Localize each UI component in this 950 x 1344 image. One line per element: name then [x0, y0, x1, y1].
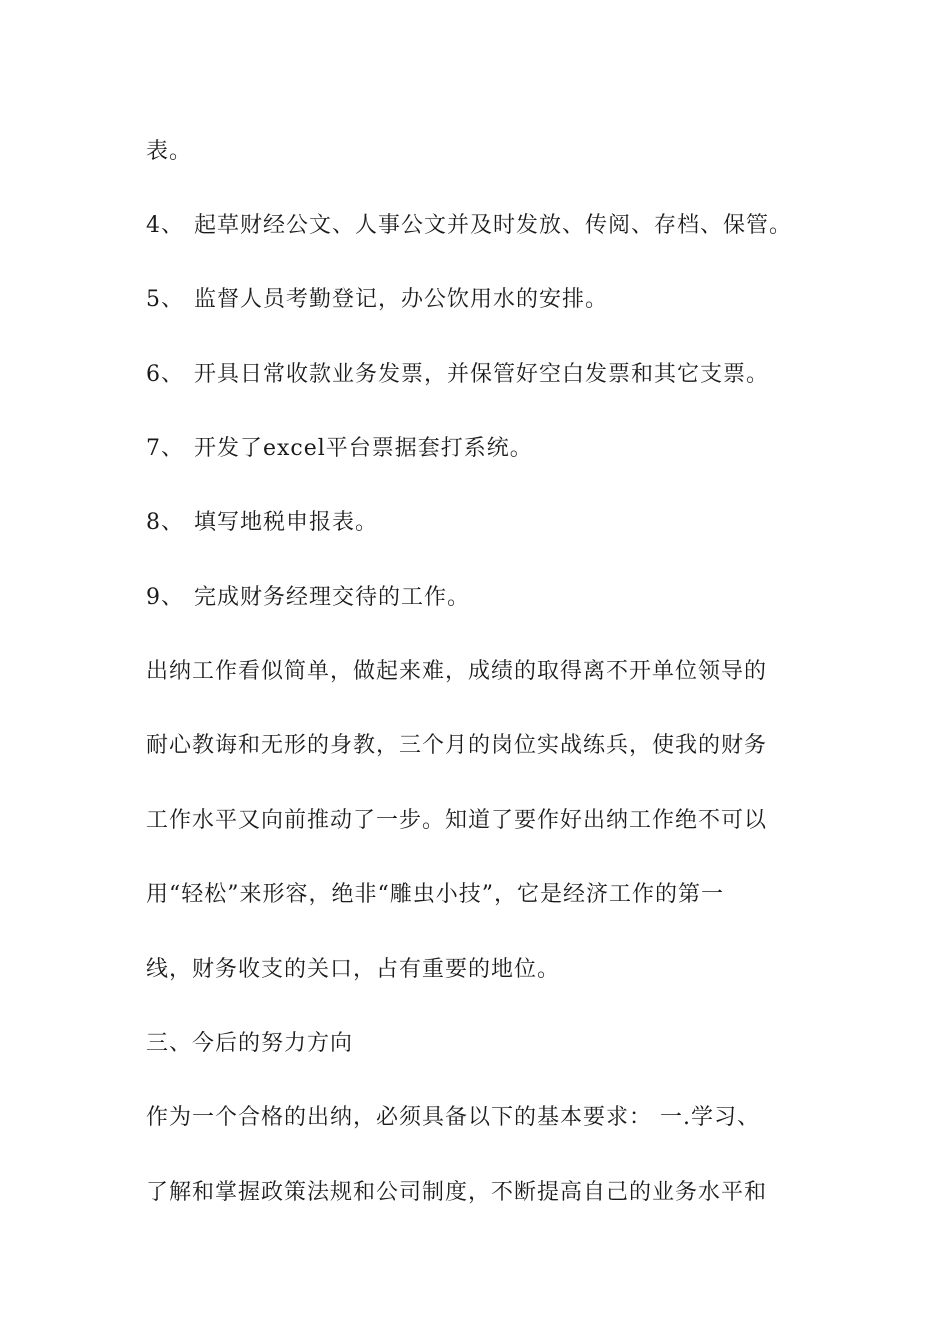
list-item-number: 9、 [146, 585, 184, 610]
list-item-number: 5、 [146, 287, 184, 312]
list-item-text: 完成财务经理交待的工作。 [194, 585, 471, 610]
paragraph-line: 用“轻松”来形容，绝非“雕虫小技”，它是经济工作的第一 [146, 882, 724, 907]
list-item [146, 285, 608, 315]
list-item-text: 填写地税申报表。 [194, 510, 379, 535]
continuation-text: 表。 [146, 139, 193, 164]
list-item-text: 起草财经公文、人事公文并及时发放、传阅、存档、保管。 [194, 213, 793, 238]
list-item [146, 434, 533, 464]
list-item-text: 监督人员考勤登记，办公饮用水的安排。 [194, 287, 609, 312]
section-heading: 三、今后的努力方向 [146, 1031, 354, 1056]
list-item [146, 583, 470, 613]
paragraph-line: 线，财务收支的关口，占有重要的地位。 [146, 957, 561, 982]
paragraph-line: 作为一个合格的出纳，必须具备以下的基本要求： 一.学习、 [146, 1105, 760, 1130]
paragraph-line: 出纳工作看似简单，做起来难，成绩的取得离不开单位领导的 [146, 659, 768, 684]
list-item-number: 7、 [146, 436, 184, 461]
list-item-number: 8、 [146, 510, 184, 535]
list-item [146, 508, 378, 538]
list-item-text: 开发了excel平台票据套打系统。 [194, 436, 533, 461]
list-item-number: 6、 [146, 362, 184, 387]
paragraph-line: 了解和掌握政策法规和公司制度，不断提高自己的业务水平和 [146, 1180, 768, 1205]
paragraph-line: 工作水平又向前推动了一步。知道了要作好出纳工作绝不可以 [146, 808, 768, 833]
list-item [146, 211, 792, 241]
list-item-text: 开具日常收款业务发票，并保管好空白发票和其它支票。 [194, 362, 770, 387]
list-item-number: 4、 [146, 213, 184, 238]
list-item [146, 360, 769, 390]
paragraph-line: 耐心教诲和无形的身教，三个月的岗位实战练兵，使我的财务 [146, 733, 768, 758]
